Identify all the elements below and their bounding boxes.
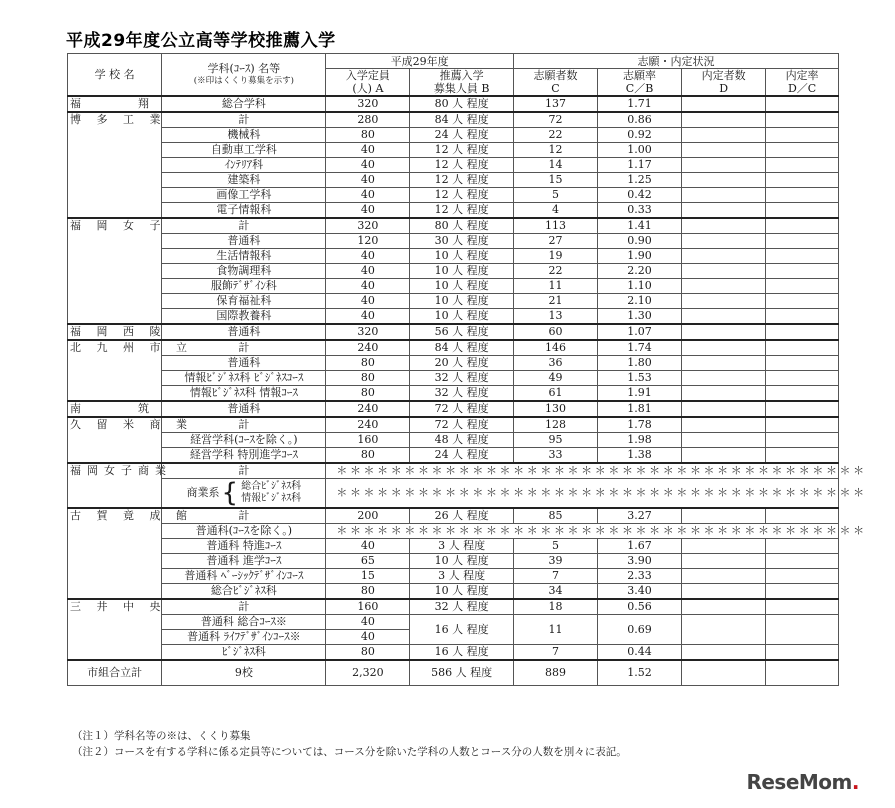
admit-rate	[766, 279, 839, 294]
admitted-d	[682, 386, 766, 402]
recruit-b: 10 人 程度	[410, 249, 514, 264]
table-row	[68, 401, 839, 417]
table-row	[68, 448, 839, 464]
rate-cb: 2.10	[598, 294, 682, 309]
recruit-b: 84 人 程度	[410, 112, 514, 128]
recruit-b: 72 人 程度	[410, 401, 514, 417]
admit-rate	[766, 324, 839, 340]
capacity-a: 160	[326, 433, 410, 448]
capacity-a: 80	[326, 584, 410, 600]
admitted-d	[682, 448, 766, 464]
recruit-b: 12 人 程度	[410, 188, 514, 203]
admit-rate	[766, 433, 839, 448]
header-dept	[162, 54, 326, 97]
applicants-c: 60	[513, 324, 597, 340]
capacity-a: 80	[326, 448, 410, 464]
admitted-d	[682, 279, 766, 294]
applicants-c: 22	[513, 264, 597, 279]
dept-name: 建築科	[162, 173, 326, 188]
dept-name: 普通科 総合ｺｰｽ※	[162, 615, 326, 630]
rate-cb: 1.00	[598, 143, 682, 158]
applicants-c: 33	[513, 448, 597, 464]
stars-mask: ＊＊＊＊＊＊＊＊＊＊＊＊＊＊＊＊＊＊＊＊＊＊＊＊＊＊＊＊＊＊＊＊＊＊＊＊＊＊＊	[326, 524, 839, 539]
capacity-a: 40	[326, 158, 410, 173]
recruit-b: 10 人 程度	[410, 309, 514, 325]
dept-name: 機械科	[162, 128, 326, 143]
commerce-item: 総合ﾋﾞｼﾞﾈｽ科	[241, 481, 302, 492]
dept-name: 普通科	[162, 324, 326, 340]
capacity-a: 280	[326, 112, 410, 128]
admit-rate	[766, 249, 839, 264]
admitted-d	[682, 417, 766, 433]
dept-name: 経営学科(ｺｰｽを除く。)	[162, 433, 326, 448]
admit-rate	[766, 294, 839, 309]
table-row	[68, 128, 839, 143]
capacity-a: 40	[326, 630, 410, 645]
admitted-d	[682, 249, 766, 264]
admit-rate	[766, 173, 839, 188]
dept-name: 総合ﾋﾞｼﾞﾈｽ科	[162, 584, 326, 600]
applicants-c: 12	[513, 143, 597, 158]
table-row	[68, 294, 839, 309]
applicants-c: 27	[513, 234, 597, 249]
capacity-a: 120	[326, 234, 410, 249]
applicants-c: 15	[513, 173, 597, 188]
admit-rate	[766, 401, 839, 417]
admit-rate	[766, 96, 839, 112]
admit-rate	[766, 508, 839, 524]
applicants-c: 14	[513, 158, 597, 173]
dept-name: 普通科 ﾗｲﾌﾃﾞｻﾞｲﾝｺｰｽ※	[162, 630, 326, 645]
applicants-c: 137	[513, 96, 597, 112]
applicants-c: 19	[513, 249, 597, 264]
applicants-c: 34	[513, 584, 597, 600]
admissions-table	[67, 53, 867, 686]
admit-rate	[766, 554, 839, 569]
header-year-group: 平成29年度	[326, 54, 514, 69]
admitted-d	[682, 128, 766, 143]
commerce-group	[162, 479, 326, 509]
school-name: 北 九 州 市 立	[68, 340, 162, 401]
dept-name: 普通科	[162, 401, 326, 417]
capacity-a: 80	[326, 128, 410, 143]
recruit-b: 80 人 程度	[410, 96, 514, 112]
recruit-b: 20 人 程度	[410, 356, 514, 371]
capacity-a: 80	[326, 386, 410, 402]
resemom-logo: ReseMom.	[746, 770, 859, 794]
admitted-d	[682, 554, 766, 569]
recruit-b: 12 人 程度	[410, 143, 514, 158]
recruit-b: 16 人 程度	[410, 615, 514, 645]
dept-name: 普通科 ﾍﾞｰｼｯｸﾃﾞｻﾞｲﾝｺｰｽ	[162, 569, 326, 584]
admit-rate	[766, 203, 839, 219]
dept-name: 計	[162, 508, 326, 524]
recruit-b: 80 人 程度	[410, 218, 514, 234]
header-dept-label: 学科(ｺｰｽ) 名等	[207, 61, 281, 75]
table-row	[68, 264, 839, 279]
total-capacity-a: 2,320	[326, 660, 410, 686]
admitted-d	[682, 539, 766, 554]
table-row	[68, 371, 839, 386]
table-row	[68, 188, 839, 203]
stars-mask: ＊＊＊＊＊＊＊＊＊＊＊＊＊＊＊＊＊＊＊＊＊＊＊＊＊＊＊＊＊＊＊＊＊＊＊＊＊＊＊	[326, 479, 839, 509]
header-applicants-c: 志願者数 C	[513, 69, 597, 97]
rate-cb: 0.44	[598, 645, 682, 661]
total-recruit-b: 586 人 程度	[410, 660, 514, 686]
rate-cb: 1.78	[598, 417, 682, 433]
rate-cb: 0.69	[598, 615, 682, 645]
admitted-d	[682, 401, 766, 417]
applicants-c: 4	[513, 203, 597, 219]
capacity-a: 80	[326, 371, 410, 386]
capacity-a: 65	[326, 554, 410, 569]
applicants-c: 21	[513, 294, 597, 309]
table-row	[68, 158, 839, 173]
admit-rate	[766, 417, 839, 433]
table-row	[68, 203, 839, 219]
table-row	[68, 386, 839, 402]
admitted-d	[682, 143, 766, 158]
recruit-b: 48 人 程度	[410, 433, 514, 448]
dept-name: 普通科 進学ｺｰｽ	[162, 554, 326, 569]
school-name: 福岡女子商業	[68, 463, 162, 508]
table-row	[68, 279, 839, 294]
rate-cb: 0.42	[598, 188, 682, 203]
admitted-d	[682, 569, 766, 584]
admit-rate	[766, 371, 839, 386]
applicants-c: 85	[513, 508, 597, 524]
recruit-b: 10 人 程度	[410, 294, 514, 309]
capacity-a: 240	[326, 401, 410, 417]
capacity-a: 40	[326, 279, 410, 294]
rate-cb: 1.91	[598, 386, 682, 402]
school-name: 福 岡 西 陵	[68, 324, 162, 340]
total-label: 市組合立計	[68, 660, 162, 686]
rate-cb: 1.10	[598, 279, 682, 294]
rate-cb: 1.07	[598, 324, 682, 340]
recruit-b: 3 人 程度	[410, 569, 514, 584]
dept-name: 電子情報科	[162, 203, 326, 219]
admit-rate	[766, 234, 839, 249]
school-name: 福 岡 女 子	[68, 218, 162, 324]
rate-cb: 1.53	[598, 371, 682, 386]
recruit-b: 16 人 程度	[410, 645, 514, 661]
table-row	[68, 356, 839, 371]
footnotes	[72, 728, 627, 760]
capacity-a: 200	[326, 508, 410, 524]
table-row	[68, 340, 839, 356]
admit-rate	[766, 309, 839, 325]
admit-rate	[766, 569, 839, 584]
table-row	[68, 218, 839, 234]
admitted-d	[682, 234, 766, 249]
dept-name: 普通科 特進ｺｰｽ	[162, 539, 326, 554]
admitted-d	[682, 599, 766, 615]
rate-cb: 1.80	[598, 356, 682, 371]
rate-cb: 1.25	[598, 173, 682, 188]
capacity-a: 40	[326, 249, 410, 264]
dept-name: 総合学科	[162, 96, 326, 112]
table-row	[68, 324, 839, 340]
footnote: （注１）学科名等の※は、くくり募集	[72, 730, 251, 742]
recruit-b: 84 人 程度	[410, 340, 514, 356]
admitted-d	[682, 264, 766, 279]
capacity-a: 320	[326, 96, 410, 112]
capacity-a: 40	[326, 264, 410, 279]
dept-name: 経営学科 特別進学ｺｰｽ	[162, 448, 326, 464]
capacity-a: 40	[326, 203, 410, 219]
admit-rate	[766, 448, 839, 464]
capacity-a: 240	[326, 340, 410, 356]
total-rate-cb: 1.52	[598, 660, 682, 686]
capacity-a: 15	[326, 569, 410, 584]
recruit-b: 32 人 程度	[410, 386, 514, 402]
rate-cb: 0.56	[598, 599, 682, 615]
admit-rate	[766, 645, 839, 661]
admit-rate	[766, 112, 839, 128]
rate-cb: 0.90	[598, 234, 682, 249]
school-name: 博 多 工 業	[68, 112, 162, 218]
rate-cb: 0.86	[598, 112, 682, 128]
recruit-b: 30 人 程度	[410, 234, 514, 249]
dept-name: 計	[162, 599, 326, 615]
admitted-d	[682, 645, 766, 661]
admit-rate	[766, 599, 839, 615]
admit-rate	[766, 218, 839, 234]
table-row	[68, 417, 839, 433]
applicants-c: 7	[513, 569, 597, 584]
applicants-c: 39	[513, 554, 597, 569]
recruit-b: 72 人 程度	[410, 417, 514, 433]
admit-rate	[766, 356, 839, 371]
page-title: 平成29年度公立高等学校推薦入学	[66, 31, 336, 51]
applicants-c: 18	[513, 599, 597, 615]
recruit-b: 12 人 程度	[410, 173, 514, 188]
admit-rate	[766, 188, 839, 203]
total-admitted-d	[682, 660, 766, 686]
rate-cb: 0.92	[598, 128, 682, 143]
admitted-d	[682, 203, 766, 219]
dept-name: 計	[162, 112, 326, 128]
table-row	[68, 234, 839, 249]
capacity-a: 40	[326, 539, 410, 554]
dept-name: 自動車工学科	[162, 143, 326, 158]
applicants-c: 146	[513, 340, 597, 356]
admitted-d	[682, 112, 766, 128]
admitted-d	[682, 340, 766, 356]
table-row	[68, 96, 839, 112]
admitted-d	[682, 615, 766, 645]
admit-rate	[766, 386, 839, 402]
admitted-d	[682, 158, 766, 173]
capacity-a: 80	[326, 356, 410, 371]
recruit-b: 10 人 程度	[410, 279, 514, 294]
dept-name: 計	[162, 463, 326, 479]
dept-name: ｲﾝﾃﾘｱ科	[162, 158, 326, 173]
dept-name: 情報ﾋﾞｼﾞﾈｽ科 情報ｺｰｽ	[162, 386, 326, 402]
header-suisen-b: 推薦入学 募集人員 B	[410, 69, 514, 97]
recruit-b: 10 人 程度	[410, 584, 514, 600]
admit-rate	[766, 264, 839, 279]
applicants-c: 11	[513, 279, 597, 294]
rate-cb: 1.90	[598, 249, 682, 264]
admitted-d	[682, 173, 766, 188]
dept-name: 情報ﾋﾞｼﾞﾈｽ科 ﾋﾞｼﾞﾈｽｺｰｽ	[162, 371, 326, 386]
admitted-d	[682, 371, 766, 386]
rate-cb: 1.98	[598, 433, 682, 448]
header-status-group: 志願・内定状況	[513, 54, 838, 69]
applicants-c: 11	[513, 615, 597, 645]
admitted-d	[682, 356, 766, 371]
table-row	[68, 249, 839, 264]
dept-name: 保育福祉科	[162, 294, 326, 309]
admit-rate	[766, 584, 839, 600]
admit-rate	[766, 128, 839, 143]
applicants-c: 7	[513, 645, 597, 661]
recruit-b: 12 人 程度	[410, 203, 514, 219]
brace-symbol: {	[221, 478, 239, 508]
admitted-d	[682, 218, 766, 234]
dept-name: 普通科	[162, 234, 326, 249]
recruit-b: 26 人 程度	[410, 508, 514, 524]
capacity-a: 80	[326, 645, 410, 661]
dept-name: 普通科	[162, 356, 326, 371]
capacity-a: 40	[326, 615, 410, 630]
applicants-c: 128	[513, 417, 597, 433]
rate-cb: 2.33	[598, 569, 682, 584]
admitted-d	[682, 433, 766, 448]
rate-cb: 0.33	[598, 203, 682, 219]
rate-cb: 1.74	[598, 340, 682, 356]
admitted-d	[682, 188, 766, 203]
table-row	[68, 143, 839, 158]
recruit-b: 32 人 程度	[410, 599, 514, 615]
rate-cb: 1.38	[598, 448, 682, 464]
capacity-a: 40	[326, 294, 410, 309]
admit-rate	[766, 143, 839, 158]
dept-name: 計	[162, 340, 326, 356]
capacity-a: 320	[326, 218, 410, 234]
header-admit-rate: 内定率 D／C	[766, 69, 839, 97]
table-row	[68, 433, 839, 448]
applicants-c: 113	[513, 218, 597, 234]
school-name: 久 留 米 商 業	[68, 417, 162, 463]
admit-rate	[766, 615, 839, 645]
dept-name: 生活情報科	[162, 249, 326, 264]
applicants-c: 61	[513, 386, 597, 402]
dept-name: ﾋﾞｼﾞﾈｽ科	[162, 645, 326, 661]
rate-cb: 1.71	[598, 96, 682, 112]
capacity-a: 40	[326, 143, 410, 158]
admitted-d	[682, 324, 766, 340]
admit-rate	[766, 340, 839, 356]
rate-cb: 1.81	[598, 401, 682, 417]
dept-name: 画像工学科	[162, 188, 326, 203]
header-dept-note: (※印はくくり募集を示す)	[193, 75, 294, 86]
total-admit-rate	[766, 660, 839, 686]
header-rate: 志願率 C／B	[598, 69, 682, 97]
recruit-b: 12 人 程度	[410, 158, 514, 173]
applicants-c: 130	[513, 401, 597, 417]
dept-name: 計	[162, 417, 326, 433]
footnote: （注２）コースを有する学科に係る定員等については、コース分を除いた学科の人数とコース分の人数を別々に表記。	[72, 746, 627, 758]
rate-cb: 1.30	[598, 309, 682, 325]
applicants-c: 49	[513, 371, 597, 386]
rate-cb: 3.90	[598, 554, 682, 569]
dept-name: 計	[162, 218, 326, 234]
commerce-item: 情報ﾋﾞｼﾞﾈｽ科	[241, 493, 302, 504]
admitted-d	[682, 96, 766, 112]
applicants-c: 13	[513, 309, 597, 325]
table-row	[68, 173, 839, 188]
recruit-b: 56 人 程度	[410, 324, 514, 340]
table-row	[68, 309, 839, 325]
rate-cb: 3.27	[598, 508, 682, 524]
dept-name: 普通科(ｺｰｽを除く。)	[162, 524, 326, 539]
rate-cb: 1.17	[598, 158, 682, 173]
applicants-c: 5	[513, 539, 597, 554]
admitted-d	[682, 294, 766, 309]
applicants-c: 5	[513, 188, 597, 203]
admitted-d	[682, 584, 766, 600]
school-name: 南 筑	[68, 401, 162, 417]
applicants-c: 72	[513, 112, 597, 128]
dept-name: 食物調理科	[162, 264, 326, 279]
rate-cb: 2.20	[598, 264, 682, 279]
table-row	[68, 112, 839, 128]
rate-cb: 3.40	[598, 584, 682, 600]
recruit-b: 3 人 程度	[410, 539, 514, 554]
capacity-a: 240	[326, 417, 410, 433]
header-admitted-d: 内定者数 D	[682, 69, 766, 97]
applicants-c: 22	[513, 128, 597, 143]
capacity-a: 160	[326, 599, 410, 615]
header-school: 学 校 名	[68, 54, 162, 97]
applicants-c: 36	[513, 356, 597, 371]
recruit-b: 10 人 程度	[410, 264, 514, 279]
admitted-d	[682, 508, 766, 524]
admit-rate	[766, 539, 839, 554]
recruit-b: 24 人 程度	[410, 128, 514, 143]
stars-mask: ＊＊＊＊＊＊＊＊＊＊＊＊＊＊＊＊＊＊＊＊＊＊＊＊＊＊＊＊＊＊＊＊＊＊＊＊＊＊＊	[326, 463, 839, 479]
rate-cb: 1.67	[598, 539, 682, 554]
applicants-c: 95	[513, 433, 597, 448]
recruit-b: 24 人 程度	[410, 448, 514, 464]
recruit-b: 10 人 程度	[410, 554, 514, 569]
school-name: 福 翔	[68, 96, 162, 112]
admit-rate	[766, 158, 839, 173]
capacity-a: 40	[326, 309, 410, 325]
school-name: 三 井 中 央	[68, 599, 162, 660]
school-name: 古 賀 竟 成 館	[68, 508, 162, 599]
total-applicants-c: 889	[513, 660, 597, 686]
admitted-d	[682, 309, 766, 325]
recruit-b: 32 人 程度	[410, 371, 514, 386]
dept-name: 服飾ﾃﾞｻﾞｲﾝ科	[162, 279, 326, 294]
dept-name: 国際教養科	[162, 309, 326, 325]
capacity-a: 320	[326, 324, 410, 340]
total-schools: 9校	[162, 660, 326, 686]
capacity-a: 40	[326, 173, 410, 188]
commerce-label: 商業系	[186, 486, 220, 499]
header-capacity-a: 入学定員 (人) A	[326, 69, 410, 97]
capacity-a: 40	[326, 188, 410, 203]
rate-cb: 1.41	[598, 218, 682, 234]
